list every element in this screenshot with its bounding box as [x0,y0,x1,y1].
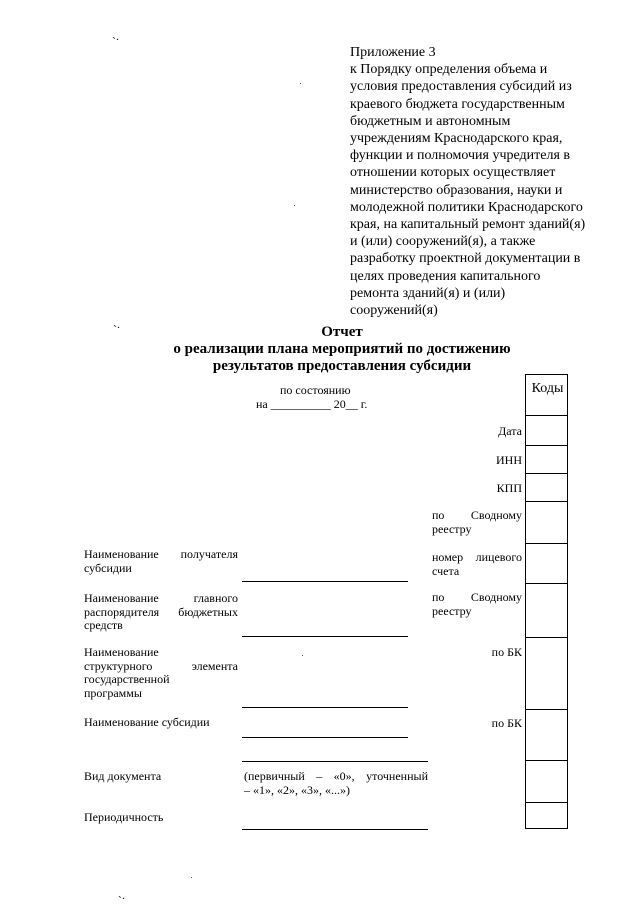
label-structural-element [84,646,238,700]
report-title: Отчет [321,324,363,340]
scan-mark: ˴. [113,317,120,331]
label-personal-account-line-2: счета [432,564,460,578]
appendix-line: отношении которых осуществляет [350,165,556,181]
label-structural-bk: по БК [491,645,522,659]
code-cell-consolidated-registry[interactable] [526,501,567,543]
report-date-line: на __________ 20__ г. [256,397,368,411]
label-manager-line-3: средств [84,618,123,632]
appendix-line: разработку проектной документации в [350,251,581,267]
word-manager: распорядителя [84,604,160,619]
label-manager-registry-line-1 [432,590,522,605]
periodicity-input-line[interactable] [242,829,428,830]
appendix-line: к Порядку определения объема и [350,62,548,78]
label-date: Дата [498,424,522,438]
word-consolidated: Сводному [470,590,522,604]
doc-type-hint [244,770,428,797]
scan-mark: ˴. [118,888,125,902]
as-of-label: по состоянию [280,383,351,397]
appendix-line: условия предоставления субсидий из [350,79,572,95]
doc-type-hint-line-2: – «1», «2», «3», «...») [244,782,350,797]
appendix-line: сооружений(я) [350,303,438,319]
appendix-line: краевого бюджета государственным [350,96,565,112]
label-personal-account-line-1 [432,550,522,565]
codes-header: Коды [531,381,564,396]
word-recipient: получателя [180,547,238,561]
label-doc-type: Вид документа [84,769,162,783]
appendix-line: министерство образования, науки и [350,182,563,198]
appendix-line: функции и полномочия учредителя в [350,148,571,164]
word-main: главного [193,591,238,605]
manager-input-line[interactable] [242,636,408,637]
appendix-line: края, на капитальный ремонт зданий(я) [350,217,586,233]
word-budget: бюджетных [178,604,238,619]
code-cell-structural-bk[interactable] [526,637,567,709]
label-consolidated-registry-line-1 [432,508,522,523]
word-po: по [432,590,445,604]
appendix-line: целях проведения капитального [350,268,541,284]
label-kpp: КПП [496,481,522,495]
scan-speck [300,83,301,84]
scan-speck [191,877,192,878]
label-structural-line-4: программы [84,685,142,700]
code-cell-periodicity[interactable] [525,802,568,829]
label-structural-line-2 [84,660,238,674]
separator-line [242,761,428,762]
label-manager-registry-line-2: реестру [432,604,472,618]
doc-type-hint-line-1: (первичный – «0», уточненный [244,769,428,783]
scan-mark: ˴. [112,29,119,43]
appendix-caption [350,44,612,319]
label-recipient-line-2: субсидии [84,560,132,575]
appendix-line: Приложение 3 [350,45,436,60]
code-cell-inn[interactable] [526,445,567,473]
scan-speck [294,205,295,206]
appendix-line: молодежной политики Краснодарского [350,199,583,215]
label-subsidy-bk: по БК [491,716,522,730]
word-element: элемента [191,658,238,673]
label-manager-line-2 [84,606,238,620]
label-consolidated-registry-line-2: реестру [432,522,472,536]
code-cell-subsidy-bk[interactable] [526,709,567,739]
code-cell-kpp[interactable] [526,473,567,501]
label-periodicity: Периодичность [84,810,164,824]
label-inn: ИНН [496,453,522,467]
label-recipient [84,548,238,575]
report-subtitle-line-2: результатов предоставления субсидии [212,358,472,374]
structural-element-input-line[interactable] [242,707,408,708]
word-personal: лицевого [475,550,522,564]
label-structural-line-3: государственной [84,672,170,686]
label-recipient-line-1 [84,548,238,562]
label-subsidy-name: Наименование субсидии [84,715,210,729]
scan-speck [302,655,303,656]
subsidy-name-input-line[interactable] [242,737,408,738]
appendix-line: бюджетным и автономным [350,113,511,129]
code-cell-date[interactable] [526,415,567,445]
appendix-line: и (или) сооружений(я), а также [350,234,536,250]
word-consolidated: Сводному [470,508,522,522]
label-structural-line-1: Наименование [84,645,159,659]
appendix-line: ремонта зданий(я) и (или) [350,285,506,301]
report-subtitle-line-1: о реализации плана мероприятий по достижению [173,341,511,357]
code-cell-personal-account[interactable] [526,543,567,583]
word-structural: структурного [84,658,153,673]
word-number: номер [432,550,464,564]
word-name: Наименование [84,591,159,605]
label-manager-line-1 [84,592,238,606]
appendix-line: учреждениям Краснодарского края, [350,131,563,147]
label-manager [84,592,238,633]
word-po: по [432,508,445,522]
code-cell-manager-registry[interactable] [526,583,567,637]
recipient-input-line[interactable] [242,581,408,582]
word-name: Наименование [84,547,159,561]
code-cell-doc-type[interactable] [525,760,568,802]
